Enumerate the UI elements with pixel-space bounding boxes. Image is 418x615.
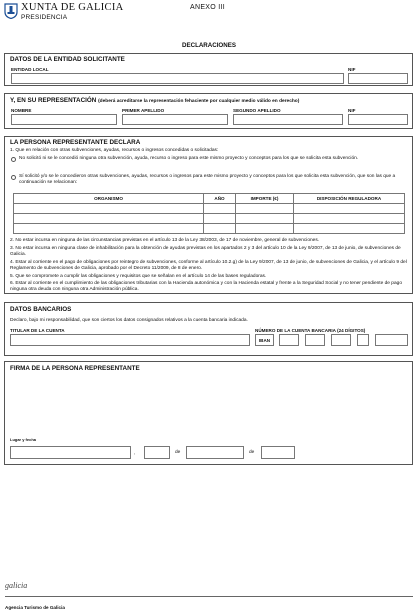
table-cell[interactable] xyxy=(236,224,294,234)
table-cell[interactable] xyxy=(236,204,294,214)
declares-item-3: 3. No estar incursa en ninguna clase de inhabilitación para la obtención de ayudas previstas en los apartados 2 y 3 del artículo 10 de la Ley 9/2007, de 13 de junio, de subvenciones de Galicia. xyxy=(10,246,401,257)
option-b-text: Sí solicitó y/o se le concedieron otras subvenciones, ayudas, recursos o ingresos para este mismo proyecto y conceptos para los que solicita esta subvención, que son las que a continuación se relacionan: xyxy=(19,174,396,185)
representation-section xyxy=(4,93,413,129)
annex-label: ANEXO III xyxy=(190,4,225,11)
bank-statement: Declaro, bajo mi responsabilidad, que son ciertos los datos consignados relativos a la cuenta bancaria indicada. xyxy=(10,318,248,323)
representation-section-title xyxy=(10,97,299,104)
declares-item-5: 5. Que se compromete a cumplir las obligaciones y requisitos que se señalan en el artículo 14 de las bases reguladoras. xyxy=(10,274,267,279)
name-field[interactable] xyxy=(11,114,117,125)
galicia-crest-icon xyxy=(4,3,18,19)
bank-section-title: DATOS BANCARIOS xyxy=(10,306,72,313)
table-cell[interactable] xyxy=(294,224,405,234)
col-anio: AÑO xyxy=(204,194,236,204)
table-cell[interactable] xyxy=(204,204,236,214)
table-cell[interactable] xyxy=(236,214,294,224)
iban-label: IBAN xyxy=(255,334,274,346)
col-disposicion: DISPOSICIÓN REGULADORA xyxy=(294,194,405,204)
col-organismo: ORGANISMO xyxy=(14,194,204,204)
account-holder-field[interactable] xyxy=(10,334,250,346)
table-cell[interactable] xyxy=(294,204,405,214)
table-cell[interactable] xyxy=(204,214,236,224)
name-label: NOMBRE xyxy=(11,108,32,113)
rep-nif-field[interactable] xyxy=(348,114,408,125)
table-row xyxy=(14,224,405,234)
signature-section-title: FIRMA DE LA PERSONA REPRESENTANTE xyxy=(10,365,140,372)
account-label: NÚMERO DE LA CUENTA BANCARIA (24 DÍGITOS) xyxy=(255,328,366,333)
footer-divider xyxy=(5,596,413,597)
bank-section xyxy=(4,302,413,356)
date-de-1: de xyxy=(175,450,181,455)
xunta-logo xyxy=(4,3,124,21)
date-de-2: de xyxy=(249,450,255,455)
entity-section-title: DATOS DE LA ENTIDAD SOLICITANTE xyxy=(10,56,125,63)
entity-nif-label: NIF xyxy=(348,67,356,72)
bank-code-field[interactable] xyxy=(305,334,325,346)
check-digits-field[interactable] xyxy=(357,334,369,346)
declares-item-6: 6. Estar al corriente en el cumplimiento de las obligaciones tributarias con la Hacienda autonómica y con la Hacienda estatal y frente a la Seguridad Social y no tener pendiente de pago ninguna otra deuda con ninguna otra Administración pública. xyxy=(10,281,402,292)
declares-section-title: LA PERSONA REPRESENTANTE DECLARA xyxy=(10,139,141,146)
entity-local-label: ENTIDAD LOCAL xyxy=(11,67,49,72)
declares-item-1: 1. Que en relación con otras subvenciones, ayudas, recursos o ingresos concedidas o solicitadas: xyxy=(10,148,219,153)
account-number-field[interactable] xyxy=(375,334,408,346)
table-cell[interactable] xyxy=(14,214,204,224)
day-field[interactable] xyxy=(144,446,170,459)
option-a-text: No solicitó ni se le concedió ninguna otra subvención, ayuda, recurso o ingreso para este mismo proyecto y conceptos para los que se solicita esta subvención. xyxy=(19,156,359,161)
surname1-field[interactable] xyxy=(122,114,228,125)
table-cell[interactable] xyxy=(14,204,204,214)
date-comma: , xyxy=(134,451,136,456)
place-field[interactable] xyxy=(10,446,131,459)
representation-title: Y, EN SU REPRESENTACIÓN xyxy=(10,97,97,104)
table-row xyxy=(14,204,405,214)
year-field[interactable] xyxy=(261,446,295,459)
logo-subtitle: PRESIDENCIA xyxy=(21,13,68,21)
rep-nif-label: NIF xyxy=(348,108,356,113)
logo-title: XUNTA DE GALICIA xyxy=(21,2,124,13)
footer-agency: Agencia Turismo de Galicia xyxy=(5,605,65,610)
option-b-radio[interactable] xyxy=(11,175,16,180)
surname2-field[interactable] xyxy=(233,114,343,125)
entity-nif-field[interactable] xyxy=(348,73,408,84)
table-cell[interactable] xyxy=(14,224,204,234)
surname2-label: SEGUNDO APELLIDO xyxy=(233,108,281,113)
col-importe: IMPORTE (€) xyxy=(236,194,294,204)
declares-item-4: 4. Estar al corriente en el pago de obligaciones por reintegro de subvenciones, conforme al artículo 10.2.g) de la Ley 9/2007, de 13 de junio, de subvenciones de Galicia, y el artículo 9 del Reglamento de subvenciones de Galicia, aprobado por el Decreto 11/2009, de 8 de enero. xyxy=(10,260,407,271)
table-cell[interactable] xyxy=(204,224,236,234)
entity-local-field[interactable] xyxy=(11,73,344,84)
declares-item-2: 2. No estar incursa en ninguna de las circunstancias previstas en el artículo 13 de la Ley 38/2003, de 17 de noviembre, general de subvenciones. xyxy=(10,238,320,243)
iban-digits-field[interactable] xyxy=(279,334,299,346)
table-row xyxy=(14,214,405,224)
subsidies-table xyxy=(13,193,405,234)
option-a-radio[interactable] xyxy=(11,157,16,162)
declares-section xyxy=(4,136,413,294)
galicia-logo: galicia xyxy=(5,581,28,590)
month-field[interactable] xyxy=(186,446,244,459)
surname1-label: PRIMER APELLIDO xyxy=(122,108,165,113)
entity-section xyxy=(4,53,413,86)
table-cell[interactable] xyxy=(294,214,405,224)
representation-note: (deberá acreditarse la representación fehaciente por cualquier medio válido en derecho) xyxy=(98,99,300,104)
table-header-row xyxy=(14,194,405,204)
place-date-label: Lugar y fecha xyxy=(10,437,37,442)
holder-label: TITULAR DE LA CUENTA xyxy=(10,328,65,333)
branch-code-field[interactable] xyxy=(331,334,351,346)
page-title: DECLARACIONES xyxy=(182,42,236,49)
signature-section xyxy=(4,361,413,465)
